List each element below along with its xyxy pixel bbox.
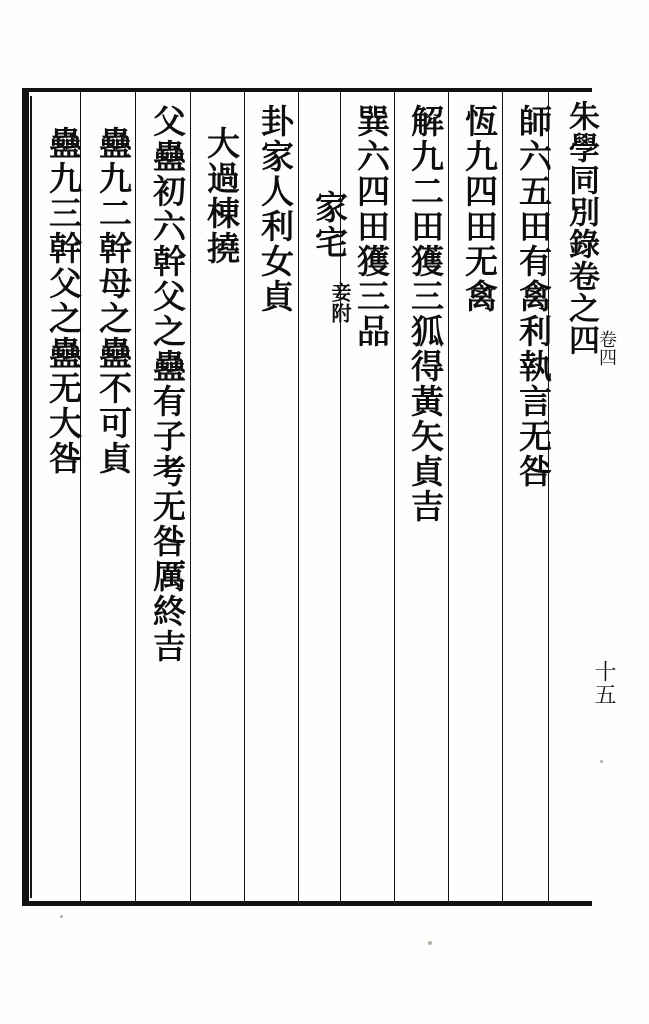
page-title: 朱學同別錄卷之四 bbox=[563, 100, 599, 356]
text-column-5: 家宅 bbox=[310, 190, 349, 260]
column-rule bbox=[298, 92, 299, 902]
text-column-1: 師六五田有禽利執言无咎 bbox=[514, 104, 553, 489]
text-column-4: 巽六四田獲三品 bbox=[352, 104, 391, 349]
text-column-8: 父蠱初六幹父之蠱有子考无咎厲終吉 bbox=[148, 104, 187, 664]
column-rule bbox=[244, 92, 245, 902]
text-column-6: 卦家人利女貞 bbox=[256, 104, 295, 314]
column-rule bbox=[502, 92, 503, 902]
volume-note: 卷四 bbox=[596, 330, 617, 366]
paper-speck bbox=[600, 760, 603, 763]
column-rule bbox=[190, 92, 191, 902]
text-column-9: 蠱九二幹母之蠱不可貞 bbox=[94, 126, 133, 476]
interlinear-note-5: 妾附 bbox=[328, 282, 352, 324]
paper-speck bbox=[60, 915, 63, 918]
text-column-7: 大過棟撓 bbox=[202, 126, 241, 266]
column-rule bbox=[448, 92, 449, 902]
text-column-10: 蠱九三幹父之蠱无大咎 bbox=[44, 126, 83, 476]
text-column-2: 恆九四田无禽 bbox=[460, 104, 499, 314]
column-rule bbox=[394, 92, 395, 902]
folio-number: 十五 bbox=[591, 660, 616, 706]
column-rule bbox=[135, 92, 136, 902]
text-column-3: 解九二田獲三狐得黃矢貞吉 bbox=[406, 104, 445, 524]
paper-speck bbox=[428, 941, 432, 945]
